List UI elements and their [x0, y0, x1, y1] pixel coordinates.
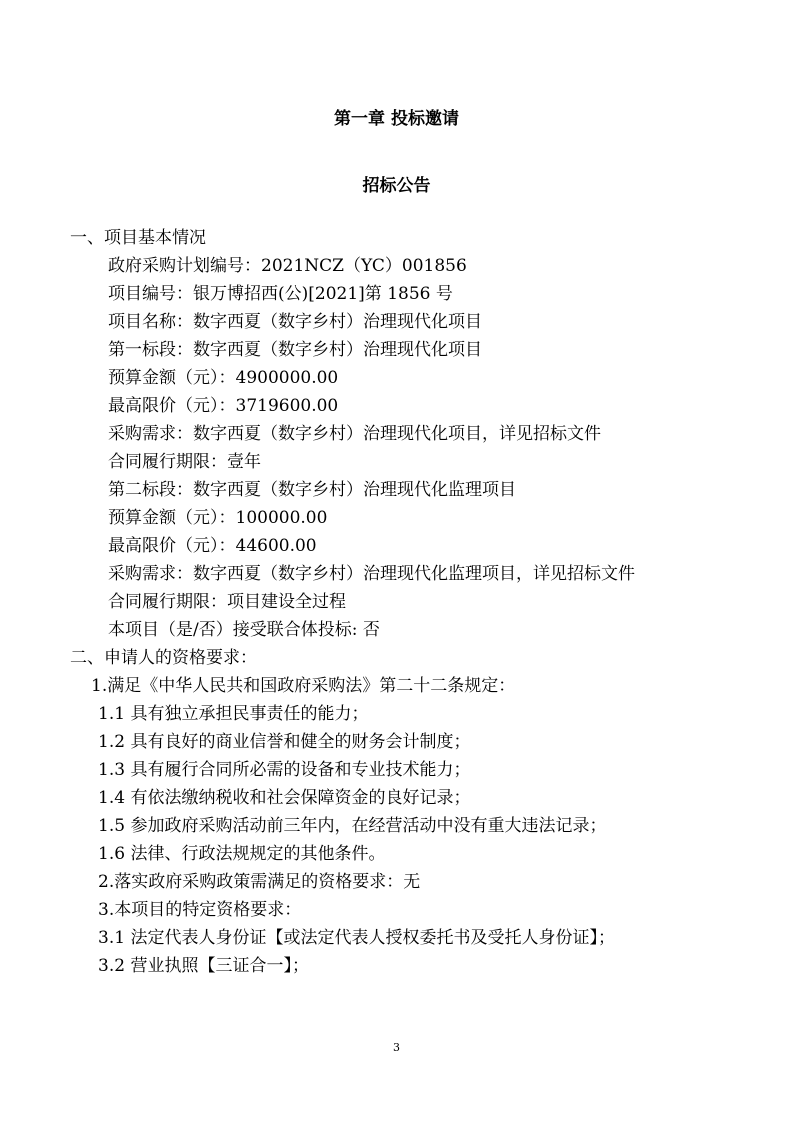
section-title: 招标公告 [362, 176, 431, 196]
lot-1: 第一标段：数字西夏（数字乡村）治理现代化项目 [108, 340, 482, 360]
heading-project-basics: 一、项目基本情况 [70, 228, 206, 248]
heading-applicant-requirements: 二、申请人的资格要求： [70, 648, 257, 668]
requirement-1-4: 1.4 有依法缴纳税收和社会保障资金的良好记录； [98, 788, 471, 808]
lot-1-contract-period: 合同履行期限：壹年 [108, 452, 261, 472]
chapter-title: 第一章 投标邀请 [334, 109, 459, 129]
lot-2-contract-period: 合同履行期限：项目建设全过程 [108, 592, 346, 612]
requirement-1-3: 1.3 具有履行合同所必需的设备和专业技术能力； [98, 760, 471, 780]
lot-1-max-price: 最高限价（元）：3719600.00 [108, 396, 339, 416]
requirement-1-5: 1.5 参加政府采购活动前三年内，在经营活动中没有重大违法记录； [98, 816, 607, 836]
plan-number: 政府采购计划编号：2021NCZ（YC）001856 [108, 256, 467, 276]
lot-2-requirements: 采购需求：数字西夏（数字乡村）治理现代化监理项目，详见招标文件 [108, 564, 635, 584]
requirement-3-1: 3.1 法定代表人身份证【或法定代表人授权委托书及受托人身份证】； [98, 928, 615, 948]
requirement-2: 2.落实政府采购政策需满足的资格要求：无 [98, 872, 421, 892]
requirement-1-6: 1.6 法律、行政法规规定的其他条件。 [98, 844, 386, 864]
lot-2-budget: 预算金额（元）：100000.00 [108, 508, 328, 528]
page-number: 3 [393, 1041, 400, 1054]
lot-2: 第二标段：数字西夏（数字乡村）治理现代化监理项目 [108, 480, 516, 500]
project-name: 项目名称：数字西夏（数字乡村）治理现代化项目 [108, 312, 482, 332]
lot-1-requirements: 采购需求：数字西夏（数字乡村）治理现代化项目，详见招标文件 [108, 424, 601, 444]
requirement-3: 3.本项目的特定资格要求： [98, 900, 302, 920]
requirement-1: 1.满足《中华人民共和国政府采购法》第二十二条规定： [91, 676, 516, 696]
lot-2-max-price: 最高限价（元）：44600.00 [108, 536, 317, 556]
requirement-1-2: 1.2 具有良好的商业信誉和健全的财务会计制度； [98, 732, 471, 752]
requirement-1-1: 1.1 具有独立承担民事责任的能力； [98, 704, 369, 724]
lot-1-budget: 预算金额（元）：4900000.00 [108, 368, 339, 388]
consortium-bid: 本项目（是/否）接受联合体投标: 否 [108, 620, 380, 640]
project-number: 项目编号：银万博招西(公)[2021]第 1856 号 [108, 284, 453, 304]
requirement-3-2: 3.2 营业执照【三证合一】； [98, 956, 309, 976]
